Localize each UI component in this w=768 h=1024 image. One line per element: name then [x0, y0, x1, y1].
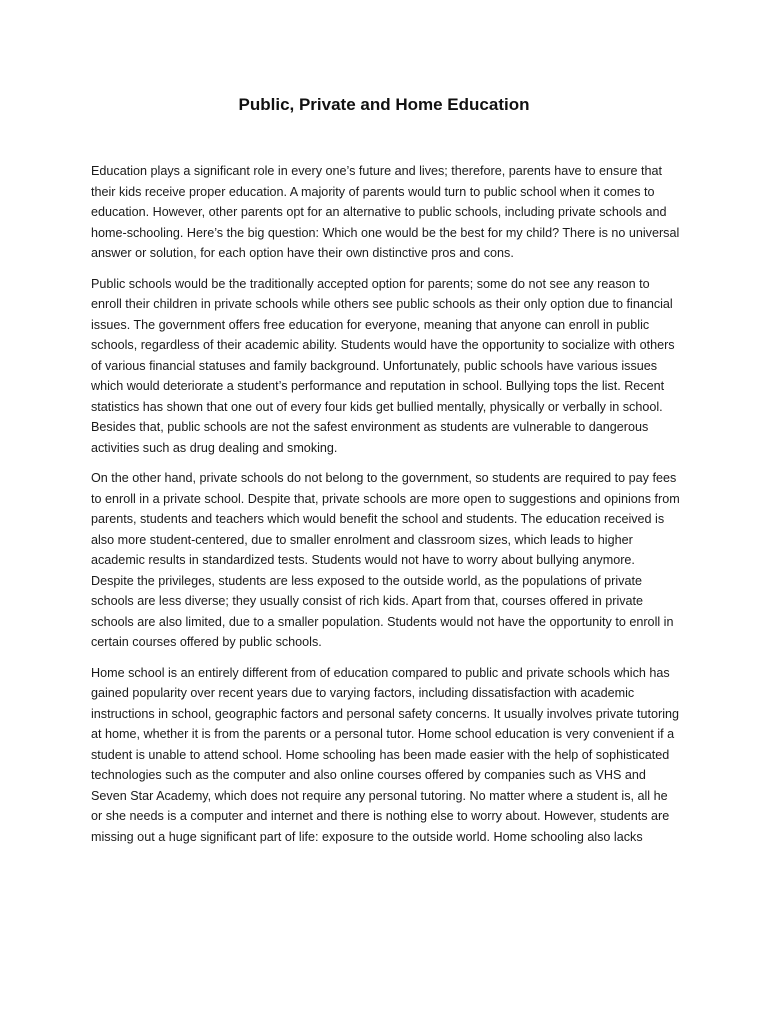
paragraph-private-schools: On the other hand, private schools do not belong to the government, so students are required to pay fees to enroll in a private school. Despite that, private schools are more open to suggestions and opinions from parents, students and teachers which would benefit the school and students. The education received is also more student-centered, due to smaller enrolment and classroom sizes, which leads to higher academic results in standardized tests. Students would not have to worry about bullying anymore. Despite the privileges, students are less exposed to the outside world, as the populations of private schools are less diverse; they usually consist of rich kids. Apart from that, courses offered in private schools are also limited, due to a smaller population. Students would not have the opportunity to enroll in certain courses offered by public schools.	[91, 471, 680, 649]
paragraph-public-schools: Public schools would be the traditionally accepted option for parents; some do not see any reason to enroll their children in private schools while others see public schools as their only option due to financial issues. The government offers free education for everyone, meaning that anyone can enroll in public schools, regardless of their academic ability. Students would have the opportunity to socialize with others of various financial statuses and family background. Unfortunately, public schools have various issues which would deteriorate a student’s performance and reputation in school. Bullying tops the list. Recent statistics has shown that one out of every four kids get bullied mentally, physically or verbally in school. Besides that, public schools are not the safest environment as students are vulnerable to dangerous activities such as drug dealing and smoking.	[91, 276, 675, 455]
paragraph-home-school: Home school is an entirely different from of education compared to public and private schools which has gained popularity over recent years due to varying factors, including dissatisfaction with academic instructions in school, geographic factors and personal safety concerns. It usually involves private tutoring at home, whether it is from the parents or a personal tutor. Home school education is very convenient if a student is unable to attend school. Home schooling has been made easier with the help of sophisticated technologies such as the computer and also online courses offered by companies such as VHS and Seven Star Academy, which does not require any personal tutoring. No matter where a student is, all he or she needs is a computer and internet and there is nothing else to worry about. However, students are missing out a huge significant part of life: exposure to the outside world. Home schooling also lacks	[91, 665, 680, 844]
document-title: Public, Private and Home Education	[238, 95, 530, 114]
paragraph-introduction: Education plays a significant role in every one’s future and lives; therefore, parents have to ensure that their kids receive proper education. A majority of parents would turn to public school when it comes to education. However, other parents opt for an alternative to public schools, including private schools and home-schooling. Here’s the big question: Which one would be the best for my child? There is no universal answer or solution, for each option have their own distinctive pros and cons.	[91, 164, 680, 260]
document-body	[91, 161, 681, 857]
